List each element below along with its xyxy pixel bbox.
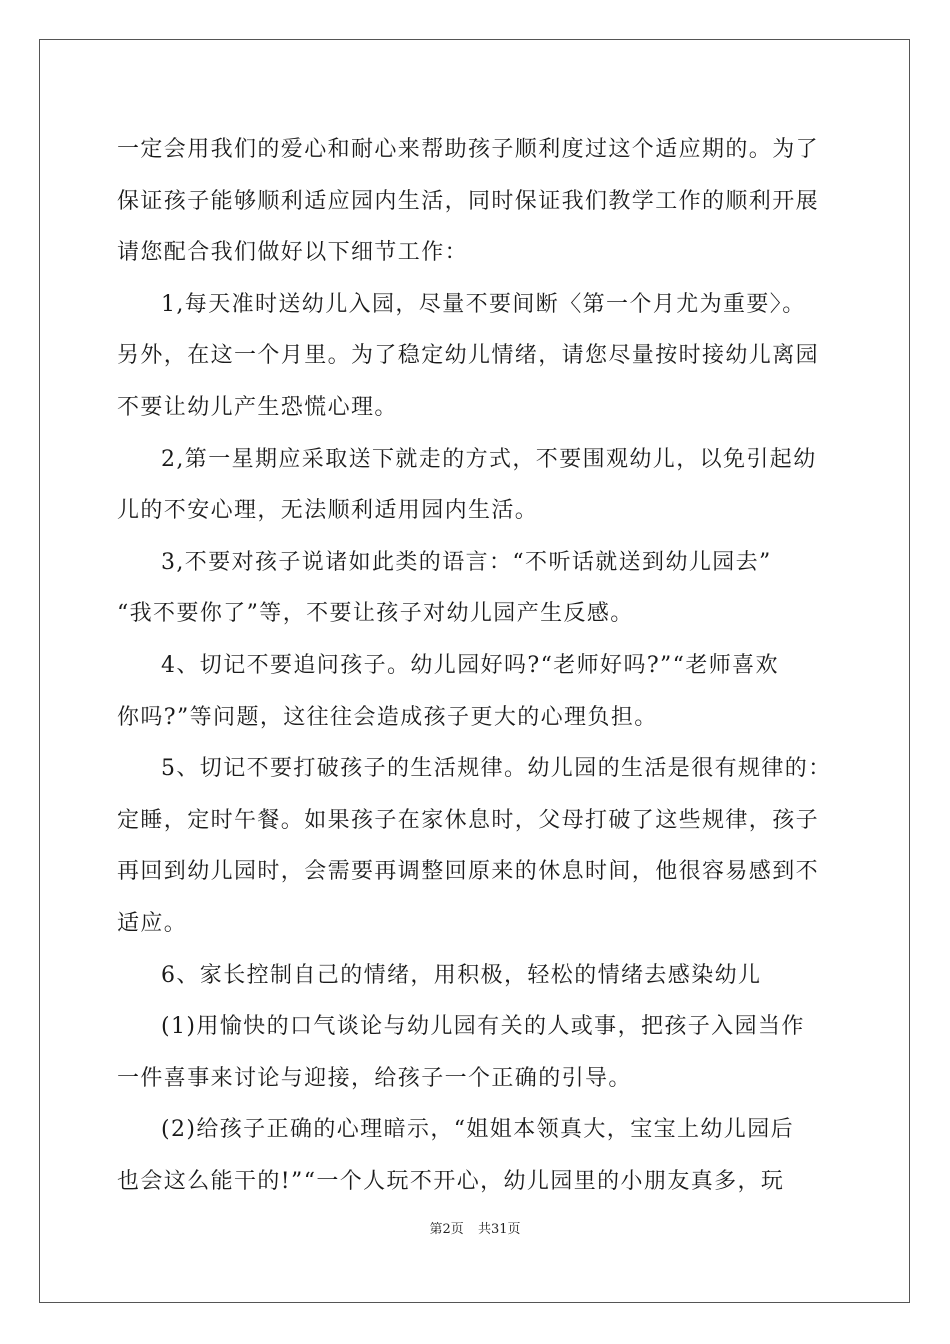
- text-line: 请您配合我们做好以下细节工作：: [117, 240, 469, 266]
- text-line: (1)用愉快的口气谈论与幼儿园有关的人或事，把孩子入园当作: [161, 1014, 805, 1040]
- text-line: 另外，在这一个月里。为了稳定幼儿情绪，请您尽量按时接幼儿离园: [117, 343, 820, 369]
- text-line: 3,不要对孩子说诸如此类的语言：“不听话就送到幼儿园去”: [161, 549, 772, 575]
- text-line: “我不要你了”等，不要让孩子对幼儿园产生反感。: [117, 601, 634, 627]
- text-line: 也会这么能干的!”“一个人玩不开心，幼儿园里的小朋友真多，玩: [117, 1168, 785, 1194]
- text-line: 2,第一星期应采取送下就走的方式，不要围观幼儿，以免引起幼: [161, 446, 817, 472]
- text-line: 一件喜事来讨论与迎接，给孩子一个正确的引导。: [117, 1065, 632, 1091]
- text-line: 再回到幼儿园时，会需要再调整回原来的休息时间，他很容易感到不: [117, 859, 820, 885]
- page-footer: [0, 1218, 950, 1237]
- text-line: 儿的不安心理，无法顺利适用园内生活。: [117, 498, 539, 524]
- text-line: (2)给孩子正确的心理暗示，“姐姐本领真大，宝宝上幼儿园后: [161, 1117, 795, 1143]
- text-line: 适应。: [117, 910, 188, 936]
- text-line: 一定会用我们的爱心和耐心来帮助孩子顺利度过这个适应期的。为了: [117, 137, 820, 162]
- text-line: 5、切记不要打破孩子的生活规律。幼儿园的生活是很有规律的：: [161, 756, 832, 782]
- text-line: 4、切记不要追问孩子。幼儿园好吗?“老师好吗?”“老师喜欢: [161, 652, 779, 678]
- text-line: 你吗?”等问题，这往往会造成孩子更大的心理负担。: [117, 704, 658, 730]
- page-total: 共31页: [477, 1222, 521, 1237]
- text-line: 不要让幼儿产生恐慌心理。: [117, 394, 398, 420]
- text-line: 定睡，定时午餐。如果孩子在家休息时，父母打破了这些规律，孩子: [117, 807, 820, 833]
- text-line: 6、家长控制自己的情绪，用积极，轻松的情绪去感染幼儿: [161, 962, 762, 988]
- document-body: [117, 124, 837, 1207]
- text-line: 保证孩子能够顺利适应园内生活，同时保证我们教学工作的顺利开展: [117, 188, 820, 214]
- text-line: 1,每天准时送幼儿入园，尽量不要间断〈第一个月尤为重要〉。: [161, 291, 806, 317]
- page-number: 第2页: [429, 1222, 464, 1237]
